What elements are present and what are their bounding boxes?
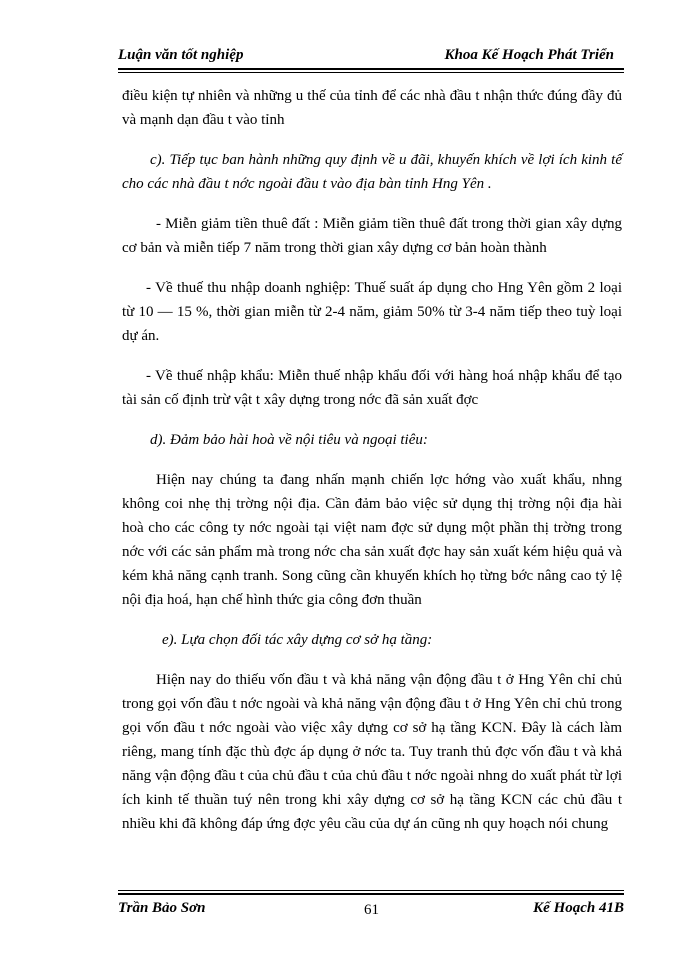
- footer-author: Trần Bảo Sơn: [118, 900, 206, 916]
- paragraph-continuation: điều kiện tự nhiên và những u thế của tỉnh để các nhà đầu t nhận thức đúng đầy đủ và mạnh dạn đầu t vào tỉnh: [122, 88, 622, 128]
- paragraph-domestic-market: Hiện nay chúng ta đang nhấn mạnh chiến lợc hớng vào xuất khẩu, nhng không coi nhẹ thị trờng nội địa. Cần đảm bảo việc sử dụng thị trờng nội địa hài hoà cho các công ty nớc ngoài tại việt nam đợc sử dụng một phần thị trờng trong nớc với các sản phẩm mà trong nớc cha sản xuất đợc hay sản xuất kém hiệu quả và kém khả năng cạnh tranh. Song cũng cần khuyến khích họ từng bớc nâng cao tỷ lệ nội địa hoá, hạn chế hình thức gia công đơn thuần: [122, 472, 622, 608]
- paragraph-infrastructure: Hiện nay do thiếu vốn đầu t và khả năng vận động đầu t ở Hng Yên chỉ chủ trong gọi vốn đầu t nớc ngoài và khả năng vận động đầu t ở Hng Yên chỉ chủ trong gọi vốn đầu t nớc ngoài vào việc xây dựng cơ sở hạ tầng KCN. Đây là cách làm riêng, mang tính đặc thù đợc áp dụng ở nớc ta. Tuy tranh thủ đợc vốn đầu t và khả năng vận động đầu t của chủ đầu t của chủ đầu t nớc ngoài nhng do xuất phát từ lợi ích kinh tế thuần tuý nên trong khi xây dựng cơ sở hạ tầng KCN các chủ đầu t nhiều khi đã không đáp ứng đợc yêu cầu của dự án cũng nh quy hoạch nói chung: [122, 672, 622, 832]
- paragraph-import-tax: - Về thuế nhập khẩu: Miễn thuế nhập khẩu đối với hàng hoá nhập khẩu để tạo tài sản cố định trừ vật t xây dựng trong nớc đã sản xuất đợc: [122, 368, 622, 408]
- paragraph-income-tax: - Về thuế thu nhập doanh nghiệp: Thuế suất áp dụng cho Hng Yên gồm 2 loại từ 10 — 15 %, thời gian miễn từ 2-4 năm, giảm 50% từ 3-4 năm tiếp theo tuỳ loại dự án.: [122, 280, 622, 344]
- header-thesis-title: Luận văn tốt nghiệp: [118, 47, 244, 63]
- section-heading-d: d). Đảm bảo hài hoà về nội tiêu và ngoại tiêu:: [150, 432, 428, 448]
- footer-rule-thin: [118, 890, 624, 891]
- header-rule-thin: [118, 72, 624, 73]
- page-footer: [118, 898, 624, 922]
- header-rule-thick: [118, 68, 624, 70]
- paragraph-land-tax: - Miễn giảm tiền thuê đất : Miễn giảm tiền thuê đất trong thời gian xây dựng cơ bản và miễn tiếp 7 năm trong thời gian xây dựng cơ bản hoàn thành: [122, 216, 622, 256]
- page-header: [118, 42, 614, 66]
- footer-class: Kế Hoạch 41B: [533, 900, 624, 916]
- footer-rule-thick: [118, 893, 624, 895]
- header-faculty-name: Khoa Kế Hoạch Phát Triển: [444, 47, 614, 63]
- section-heading-e: e). Lựa chọn đối tác xây dựng cơ sở hạ tầng:: [162, 632, 433, 648]
- page-number: 61: [364, 902, 379, 918]
- page-body: [122, 84, 622, 852]
- section-heading-c: c). Tiếp tục ban hành những quy định về u đãi, khuyến khích về lợi ích kinh tế cho các nhà đầu t nớc ngoài đầu t vào địa bàn tỉnh Hng Yên .: [122, 152, 622, 192]
